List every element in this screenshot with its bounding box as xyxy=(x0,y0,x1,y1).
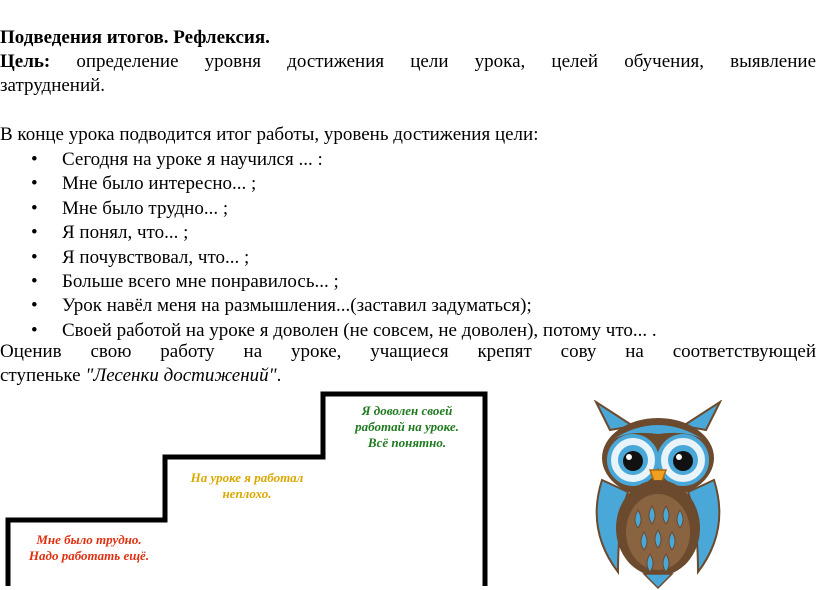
goal-label: Цель: xyxy=(0,51,51,72)
bullet-icon: • xyxy=(31,222,38,244)
list-item: • Я почувствовал, что... ; xyxy=(0,246,657,270)
section-heading: Подведения итогов. Рефлексия. xyxy=(0,27,270,48)
summary-paragraph: Оценив свою работу на уроке, учащиеся крепят сову на соответствующей xyxy=(0,341,816,362)
list-item: • Мне было интересно... ; xyxy=(0,172,657,196)
summary-continued: ступеньке "Лесенки достижений". xyxy=(0,365,282,386)
ladder-name: "Лесенки достижений" xyxy=(85,365,277,386)
list-item: • Урок навёл меня на размышления...(заставил задуматься); xyxy=(0,294,657,318)
bullet-icon: • xyxy=(31,271,38,293)
list-item: • Мне было трудно... ; xyxy=(0,197,657,221)
bullet-icon: • xyxy=(31,173,38,195)
ladder-step-middle-label: На уроке я работал неплохо. xyxy=(190,470,304,501)
owl-icon xyxy=(588,400,728,590)
list-item: • Больше всего мне понравилось... ; xyxy=(0,270,657,294)
bullet-icon: • xyxy=(31,246,38,268)
list-item: • Сегодня на уроке я научился ... : xyxy=(0,148,657,172)
ladder-step-bottom-label: Мне было трудно. Надо работать ещё. xyxy=(28,532,150,563)
intro-paragraph: В конце урока подводится итог работы, уровень достижения цели: xyxy=(0,124,539,145)
reflection-list xyxy=(0,148,657,343)
list-item: • Я понял, что... ; xyxy=(0,221,657,245)
ladder-step-top-label: Я доволен своей работай на уроке. Всё понятно. xyxy=(355,403,459,450)
goal-text: определение уровня достижения цели урока, целей обучения, выявление xyxy=(50,51,816,72)
bullet-icon: • xyxy=(31,319,38,341)
bullet-icon: • xyxy=(31,197,38,219)
bullet-icon: • xyxy=(31,149,38,170)
bullet-icon: • xyxy=(31,295,38,317)
goal-text-continued: затруднений. xyxy=(0,75,106,96)
list-item: • Своей работой на уроке я доволен (не совсем, не доволен), потому что... . xyxy=(0,319,657,343)
goal-line xyxy=(0,50,816,74)
